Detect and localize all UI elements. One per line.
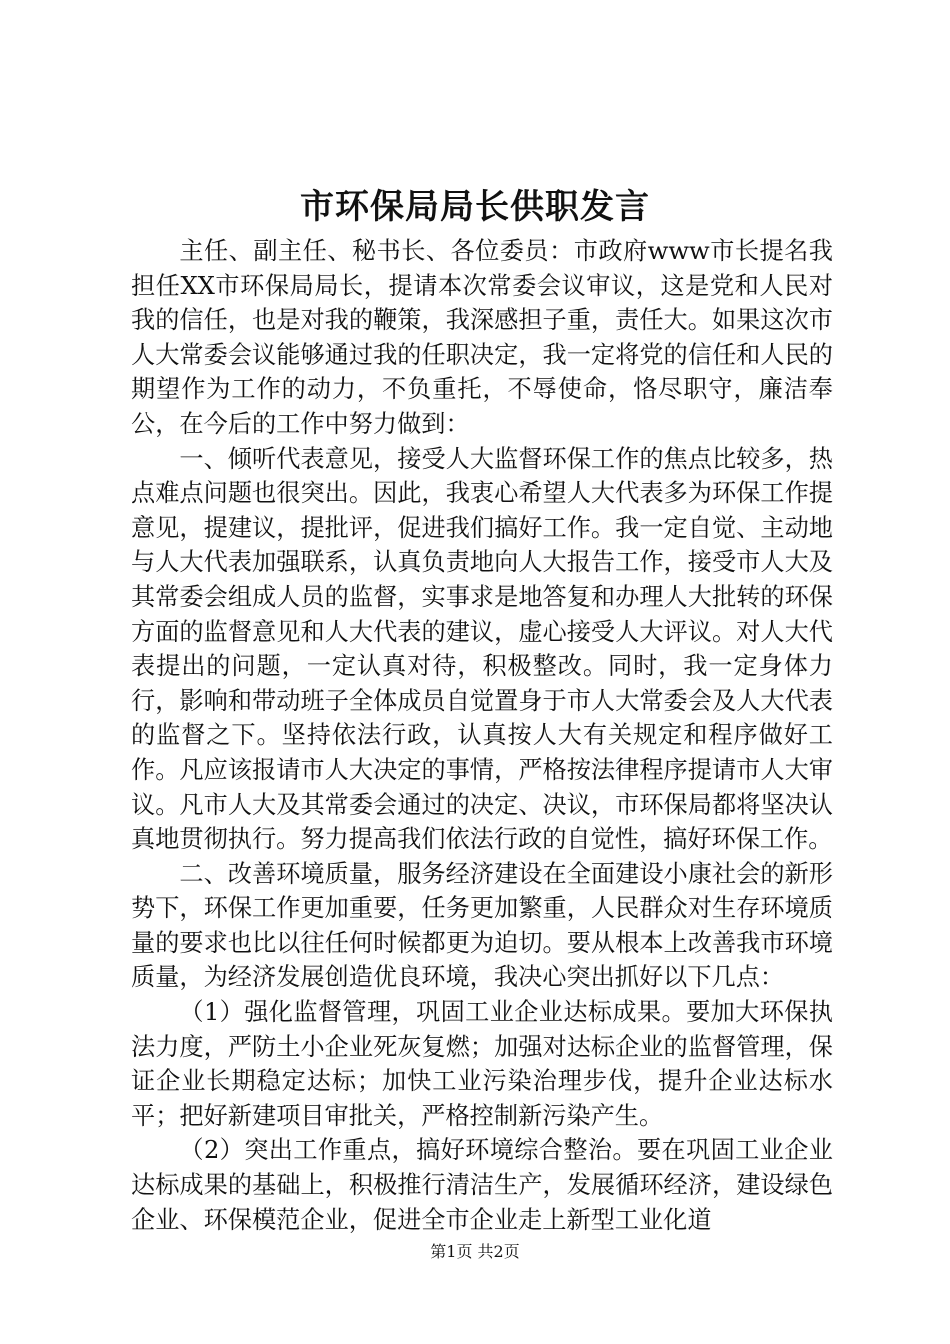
document-body [131,234,833,1237]
paragraph-salutation: 主任、副主任、秘书长、各位委员：市政府www市长提名我担任XX市环保局局长，提请本次常委会议审议，这是党和人民对我的信任，也是对我的鞭策，我深感担子重，责任大。如果这次市人大常委会议能够通过我的任职决定，我一定将党的信任和人民的期望作为工作的动力，不负重托，不辱使命，恪尽职守，廉洁奉公，在今后的工作中努力做到： [131,237,833,438]
page-title: 市环保局局长供职发言 [300,187,650,227]
page-number-footer: 第1页 共2页 [430,1242,520,1261]
paragraph-item-one: （1）强化监督管理，巩固工业企业达标成果。要加大环保执法力度，严防土小企业死灰复燃；加强对达标企业的监督管理，保证企业长期稳定达标；加快工业污染治理步伐，提升企业达标水平；把好新建项目审批关，严格控制新污染产生。 [131,998,833,1130]
paragraph-section-one: 一、倾听代表意见，接受人大监督环保工作的焦点比较多，热点难点问题也很突出。因此，我衷心希望人大代表多为环保工作提意见，提建议，提批评，促进我们搞好工作。我一定自觉、主动地与人大代表加强联系，认真负责地向人大报告工作，接受市人大及其常委会组成人员的监督，实事求是地答复和办理人大批转的环保方面的监督意见和人大代表的建议，虚心接受人大评议。对人大代表提出的问题，一定认真对待，积极整改。同时，我一定身体力行，影响和带动班子全体成员自觉置身于市人大常委会及人大代表的监督之下。坚持依法行政，认真按人大有关规定和程序做好工作。凡应该报请市人大决定的事情，严格按法律程序提请市人大审议。凡市人大及其常委会通过的决定、决议，市环保局都将坚决认真地贯彻执行。努力提高我们依法行政的自觉性，搞好环保工作。 [131,444,833,854]
paragraph-section-two: 二、改善环境质量，服务经济建设在全面建设小康社会的新形势下，环保工作更加重要，任务更加繁重，人民群众对生存环境质量的要求也比以往任何时候都更为迫切。要从根本上改善我市环境质量，为经济发展创造优良环境，我决心突出抓好以下几点： [131,859,833,992]
paragraph-item-two: （2）突出工作重点，搞好环境综合整治。要在巩固工业企业达标成果的基础上，积极推行清洁生产，发展循环经济，建设绿色企业、环保模范企业，促进全市企业走上新型工业化道 [131,1136,833,1234]
